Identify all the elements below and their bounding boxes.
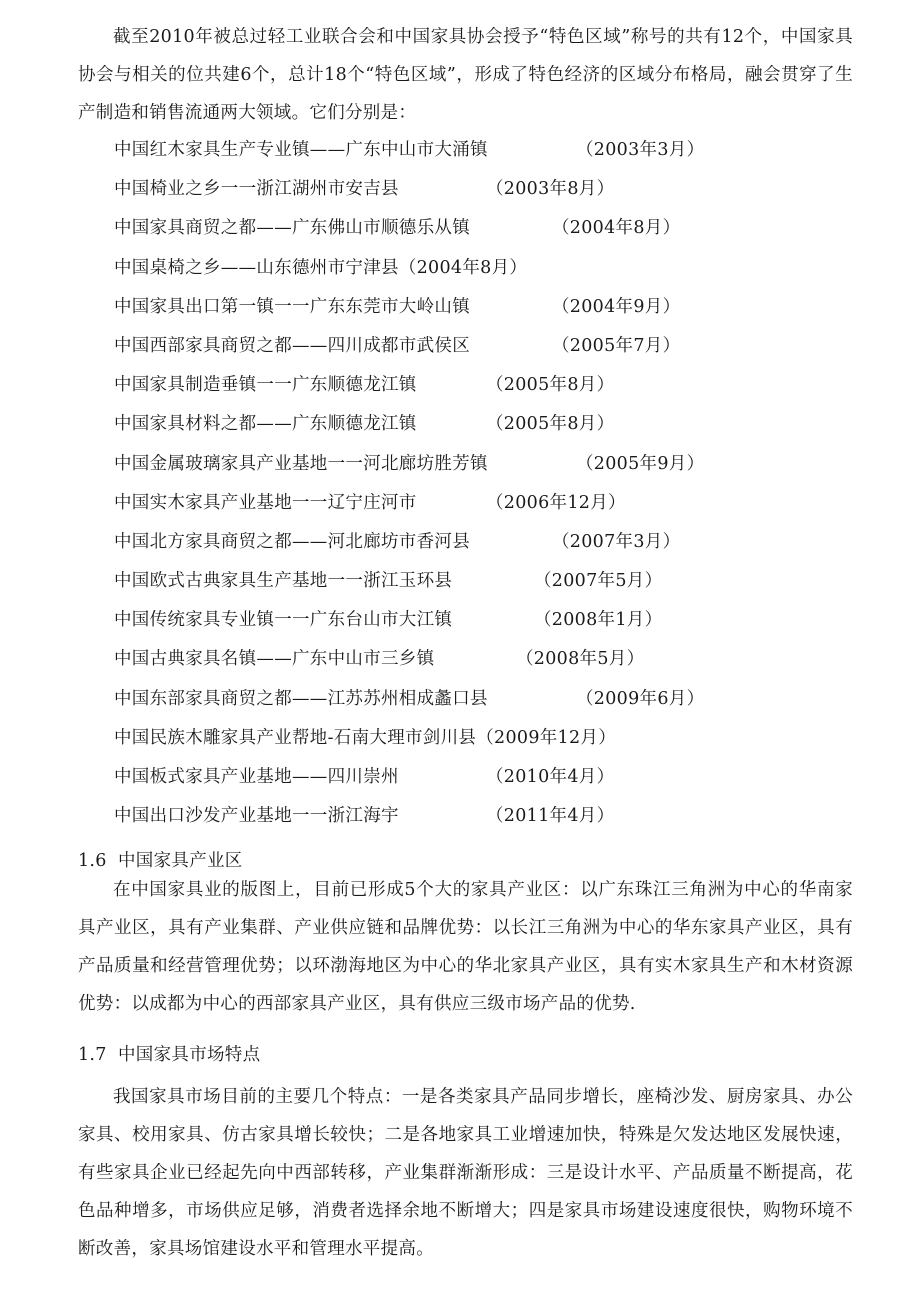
list-item bbox=[114, 249, 874, 288]
industry-zones-paragraph: 在中国家具业的版图上，目前已形成5个大的家具产业区：以广东珠江三角洲为中心的华南家具产业区，具有产业集群、产业供应链和品牌优势：以长江三角洲为中心的华东家具产业区，具有产品质量和经营管理优势；以环渤海地区为中心的华北家具产业区，具有实木家具生产和木材资源优势：以成都为中心的西部家具产业区，具有供应三级市场产品的优势. bbox=[78, 880, 853, 1014]
region-name: 中国出口沙发产业基地一一浙江海宇 bbox=[114, 806, 399, 827]
region-name: 中国北方家具商贸之都——河北廊坊市香河县 bbox=[114, 531, 470, 552]
region-date: （2009年12月） bbox=[476, 727, 617, 748]
region-date: （2003年3月） bbox=[576, 140, 705, 160]
region-date: （2003年8月） bbox=[486, 179, 615, 200]
region-date: （2007年3月） bbox=[552, 531, 681, 552]
list-item bbox=[114, 405, 874, 444]
region-date: （2005年8月） bbox=[486, 375, 615, 396]
list-item bbox=[114, 131, 874, 170]
section-number: 1.7 bbox=[78, 1045, 107, 1065]
region-date: （2011年4月） bbox=[486, 806, 615, 827]
region-date: （2005年9月） bbox=[576, 453, 705, 474]
region-date: （2007年5月） bbox=[534, 571, 663, 592]
list-item bbox=[114, 758, 874, 797]
region-date: （2005年8月） bbox=[486, 414, 615, 435]
list-item bbox=[114, 797, 874, 836]
region-date: （2006年12月） bbox=[486, 492, 626, 513]
region-name: 中国古典家具名镇——广东中山市三乡镇 bbox=[114, 649, 435, 670]
region-name: 中国西部家具商贸之都——四川成都市武侯区 bbox=[114, 335, 470, 356]
list-item bbox=[114, 523, 874, 562]
list-item bbox=[114, 327, 874, 366]
region-name: 中国椅业之乡一一浙江湖州市安吉县 bbox=[114, 179, 399, 200]
region-date: （2004年8月） bbox=[552, 218, 681, 239]
list-item bbox=[114, 288, 874, 327]
region-name: 中国桌椅之乡——山东德州市宁津县 bbox=[114, 257, 399, 278]
region-name: 中国传统家具专业镇一一广东台山市大江镇 bbox=[114, 610, 453, 631]
section-number: 1.6 bbox=[78, 851, 107, 871]
section-title: 中国家具产业区 bbox=[118, 851, 243, 871]
list-item bbox=[114, 719, 874, 758]
region-date: （2010年4月） bbox=[486, 767, 615, 787]
intro-paragraph: 截至2010年被总过轻工业联合会和中国家具协会授予“特色区域”称号的共有12个，中国家具协会与相关的位共建6个，总计18个“特色区域”，形成了特色经济的区域分布格局，融会贯穿了生产制造和销售流通两大领域。它们分别是： bbox=[78, 27, 853, 123]
region-date: （2008年5月） bbox=[516, 649, 645, 670]
region-name: 中国红木家具生产专业镇——广东中山市大涌镇 bbox=[114, 140, 488, 160]
list-item bbox=[114, 640, 874, 679]
section-heading-1-7 bbox=[78, 1040, 260, 1070]
list-item bbox=[114, 562, 874, 601]
market-features-paragraph: 我国家具市场目前的主要几个特点：一是各类家具产品同步增长，座椅沙发、厨房家具、办公家具、校用家具、仿古家具增长较快；二是各地家具工业增速加快，特殊是欠发达地区发展快速，有些家具企业已经起先向中西部转移，产业集群渐渐形成：三是设计水平、产品质量不断提高，花色品种增多，市场供应足够，消费者选择余地不断增大；四是家具市场建设速度很快，购物环境不断改善，家具场馆建设水平和管理水平提高。 bbox=[78, 1087, 853, 1259]
region-date: （2005年7月） bbox=[552, 335, 681, 356]
section-title: 中国家具市场特点 bbox=[118, 1045, 261, 1065]
region-name: 中国民族木雕家具产业帮地-石南大理市剑川县 bbox=[114, 727, 477, 748]
region-name: 中国东部家具商贸之都——江苏苏州相成蠡口县 bbox=[114, 688, 488, 709]
region-name: 中国板式家具产业基地——四川崇州 bbox=[114, 767, 399, 787]
region-date: （2004年8月） bbox=[398, 257, 528, 278]
region-name: 中国欧式古典家具生产基地一一浙江玉环县 bbox=[114, 571, 453, 592]
region-name: 中国家具材料之都——广东顺德龙江镇 bbox=[114, 414, 417, 435]
region-name: 中国金属玻璃家具产业基地一一河北廊坊胜芳镇 bbox=[114, 453, 488, 474]
region-name: 中国家具制造垂镇一一广东顺德龙江镇 bbox=[114, 375, 417, 396]
region-name: 中国家具出口第一镇一一广东东莞市大岭山镇 bbox=[114, 296, 470, 317]
list-item bbox=[114, 366, 874, 405]
region-name: 中国家具商贸之都——广东佛山市顺德乐从镇 bbox=[114, 218, 470, 239]
list-item bbox=[114, 209, 874, 248]
list-item bbox=[114, 170, 874, 209]
list-item bbox=[114, 445, 874, 484]
region-date: （2004年9月） bbox=[552, 296, 681, 317]
special-regions-list bbox=[114, 131, 874, 836]
region-date: （2009年6月） bbox=[576, 688, 705, 709]
list-item bbox=[114, 484, 874, 523]
list-item bbox=[114, 680, 874, 719]
region-name: 中国实木家具产业基地一一辽宁庄河市 bbox=[114, 492, 417, 513]
region-date: （2008年1月） bbox=[534, 610, 663, 631]
list-item bbox=[114, 601, 874, 640]
